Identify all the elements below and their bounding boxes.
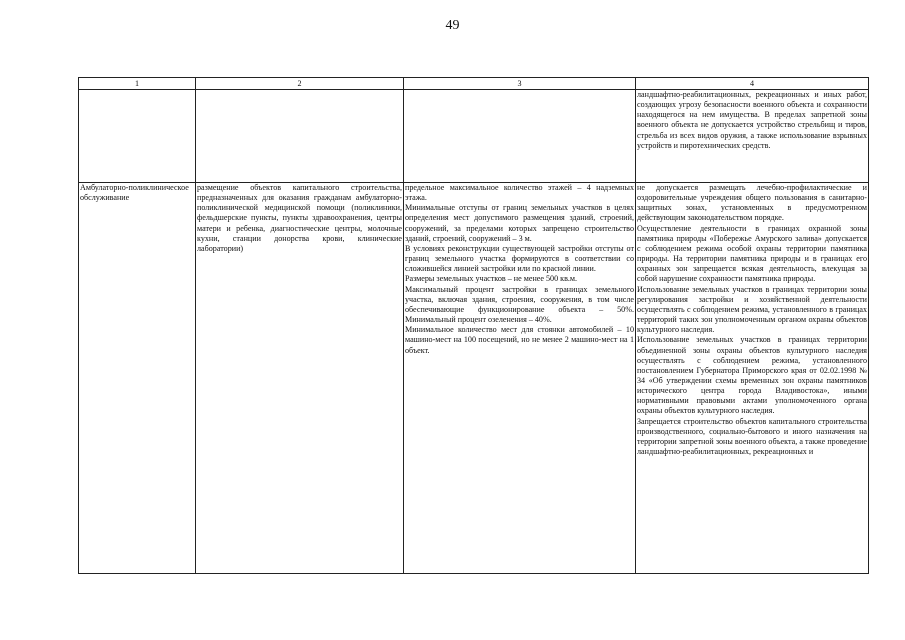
parameter-item: Максимальный процент застройки в границах земельного участка, включая здания, строения, сооружения, в том числе обеспечивающие функционирование объекта – 50%. Минимальный процент озеленения – 40%. (405, 284, 634, 325)
parameter-item: предельное максимальное количество этажей – 4 надземных этажа. (405, 183, 634, 203)
restrictions-cell (636, 183, 869, 574)
restriction-item: Запрещается строительство объектов капитального строительства производственного, социально-бытового и иного назначения на территории запретной зоны военного объекта, а также проведение ландшафтно-реабилитационных, рекреационных и (637, 416, 867, 457)
parameter-item: Минимальное количество мест для стоянки автомобилей – 10 машино-мест на 100 посещений, но не менее 2 машино-мест на 1 объект. (405, 325, 634, 355)
parameters-cell (404, 183, 636, 574)
permitted-use-description: размещение объектов капитального строительства, предназначенных для оказания гражданам амбулаторно-поликлинической медицинской помощи (поликлиники, фельдшерские пункты, пункты здравоохранения, центры матери и ребенка, диагностические центры, молочные кухни, станции донорства крови, клинические лаборатории) (197, 183, 402, 253)
column-header-4: 4 (636, 78, 869, 90)
column-header-2: 2 (196, 78, 404, 90)
row1-col2-cell (196, 90, 404, 183)
restriction-item: Осуществление деятельности в границах охранной зоны памятника природы «Побережье Амурского залива» допускается с соблюдением режима особой охраны территории памятника природы. На территории памятника природы и в границах его охранных зон запрещается всякая деятельность, влекущая за собой нарушение сохранности памятника природы. (637, 223, 867, 284)
row1-col3-cell (404, 90, 636, 183)
parameter-item: Размеры земельных участков – не менее 500 кв.м. (405, 274, 578, 284)
parameter-item: В условиях реконструкции существующей застройки отступы от границ земельного участка формируются в соответствии со сложившейся линией застройки или по красной линии. (405, 243, 634, 274)
column-header-1: 1 (79, 78, 196, 90)
permitted-use-description-cell (196, 183, 404, 574)
parameter-item: Минимальные отступы от границ земельных участков в целях определения мест допустимого размещения зданий, строений, сооружений, за пределами которых запрещено строительство зданий, строений, сооружений – 3 м. (405, 203, 634, 243)
table-header-row (79, 78, 869, 90)
restriction-item: не допускается размещать лечебно-профилактические и оздоровительные учреждения общего пользования в санитарно-защитных зонах, установленных в предусмотренном действующим законодательством порядке. (637, 183, 867, 223)
restriction-text-continued: ландшафтно-реабилитационных, рекреационных и иных работ, создающих угрозу безопасности военного объекта и сохранности находящегося на нем имущества. В пределах запретной зоны военного объекта не допускается устройство стрельбищ и тиров, стрельба из всех видов оружия, а также использование взрывных устройств и пиротехнических средств. (637, 90, 867, 150)
land-use-type-cell (79, 183, 196, 574)
column-header-3: 3 (404, 78, 636, 90)
page-number: 49 (445, 18, 460, 33)
restriction-item: Использование земельных участков в границах территории зоны регулирования застройки и хозяйственной деятельности осуществлять с соблюдением режима, установленного в границах территорий таких зон уполномоченным органом охраны объектов культурного наследия. (637, 284, 867, 335)
row1-col1-cell (79, 90, 196, 183)
row1-col4-cell (636, 90, 869, 183)
restriction-item: Использование земельных участков в границах территории объединенной зоны охраны объектов культурного наследия осуществлять с соблюдением режима, установленного постановлением Губернатора Приморского края от 02.02.1998 № 34 «Об утверждении схемы временных зон охраны памятников исторического центра города Владивостока», иными нормативными правовыми актами уполномоченного органа охраны объектов культурного наследия. (637, 335, 867, 416)
table-row (79, 183, 869, 574)
zoning-table (78, 77, 869, 574)
land-use-type: Амбулаторно-поликлиническое обслуживание (80, 183, 189, 203)
table-row (79, 90, 869, 183)
